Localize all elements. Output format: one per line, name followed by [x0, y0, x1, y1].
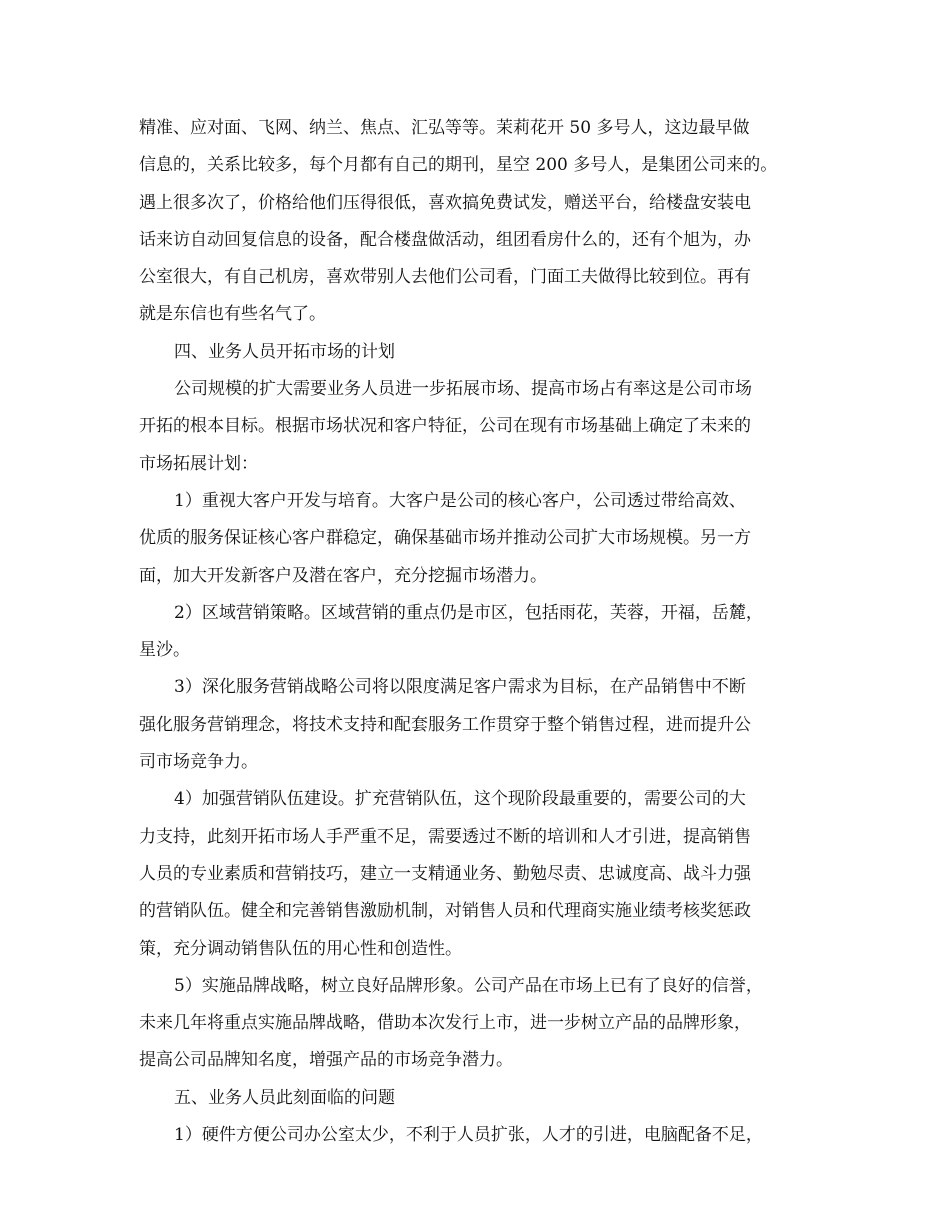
text-line: 的营销队伍。健全和完善销售激励机制，对销售人员和代理商实施业绩考核奖惩政: [139, 901, 751, 922]
text-line: 四、业务人员开拓市场的计划: [174, 341, 395, 362]
text-line: 力支持，此刻开拓市场人手严重不足，需要透过不断的培训和人才引进，提高销售: [139, 826, 751, 847]
text-line: 面，加大开发新客户及潜在客户，充分挖掘市场潜力。: [139, 565, 547, 586]
text-line: 五、业务人员此刻面临的问题: [174, 1087, 395, 1108]
text-line: 强化服务营销理念，将技术支持和配套服务工作贯穿于整个销售过程，进而提升公: [139, 714, 751, 735]
text-line: 遇上很多次了，价格给他们压得很低，喜欢搞免费试发，赠送平台，给楼盘安装电: [139, 192, 751, 213]
text-line: 市场拓展计划：: [139, 453, 258, 474]
text-line: 5）实施品牌战略，树立良好品牌形象。公司产品在市场上已有了良好的信誉，: [174, 975, 763, 996]
text-line: 4）加强营销队伍建设。扩充营销队伍，这个现阶段最重要的，需要公司的大: [174, 789, 746, 810]
text-line: 未来几年将重点实施品牌战略，借助本次发行上市，进一步树立产品的品牌形象，: [139, 1013, 751, 1034]
text-line: 司市场竞争力。: [139, 752, 258, 773]
text-line: 公司规模的扩大需要业务人员进一步拓展市场、提高市场占有率这是公司市场: [174, 379, 752, 400]
text-line: 1）硬件方便公司办公室太少，不利于人员扩张，人才的引进，电脑配备不足，: [174, 1125, 763, 1146]
document-body: [139, 110, 829, 1154]
text-line: 话来访自动回复信息的设备，配合楼盘做活动，组团看房什么的，还有个旭为，办: [139, 229, 751, 250]
text-line: 策，充分调动销售队伍的用心性和创造性。: [139, 938, 462, 959]
text-line: 人员的专业素质和营销技巧，建立一支精通业务、勤勉尽责、忠诚度高、战斗力强: [139, 863, 751, 884]
text-line: 开拓的根本目标。根据市场状况和客户特征，公司在现有市场基础上确定了未来的: [139, 416, 751, 437]
text-line: 信息的，关系比较多，每个月都有自己的期刊，星空 200 多号人，是集团公司来的。: [139, 155, 778, 176]
text-line: 提高公司品牌知名度，增强产品的市场竞争潜力。: [139, 1050, 513, 1071]
text-line: 2）区域营销策略。区域营销的重点仍是市区，包括雨花，芙蓉，开福，岳麓，: [174, 602, 763, 623]
text-line: 精准、应对面、飞网、纳兰、焦点、汇弘等等。茉莉花开 50 多号人，这边最早做: [139, 118, 750, 138]
text-line: 3）深化服务营销战略公司将以限度满足客户需求为目标，在产品销售中不断: [174, 677, 746, 698]
text-line: 公室很大，有自己机房，喜欢带别人去他们公司看，门面工夫做得比较到位。再有: [139, 267, 751, 288]
text-line: 就是东信也有些名气了。: [139, 304, 326, 325]
text-line: 优质的服务保证核心客户群稳定，确保基础市场并推动公司扩大市场规模。另一方: [139, 528, 751, 549]
text-line: 星沙。: [139, 640, 190, 661]
text-line: 1）重视大客户开发与培育。大客户是公司的核心客户，公司透过带给高效、: [174, 490, 746, 511]
